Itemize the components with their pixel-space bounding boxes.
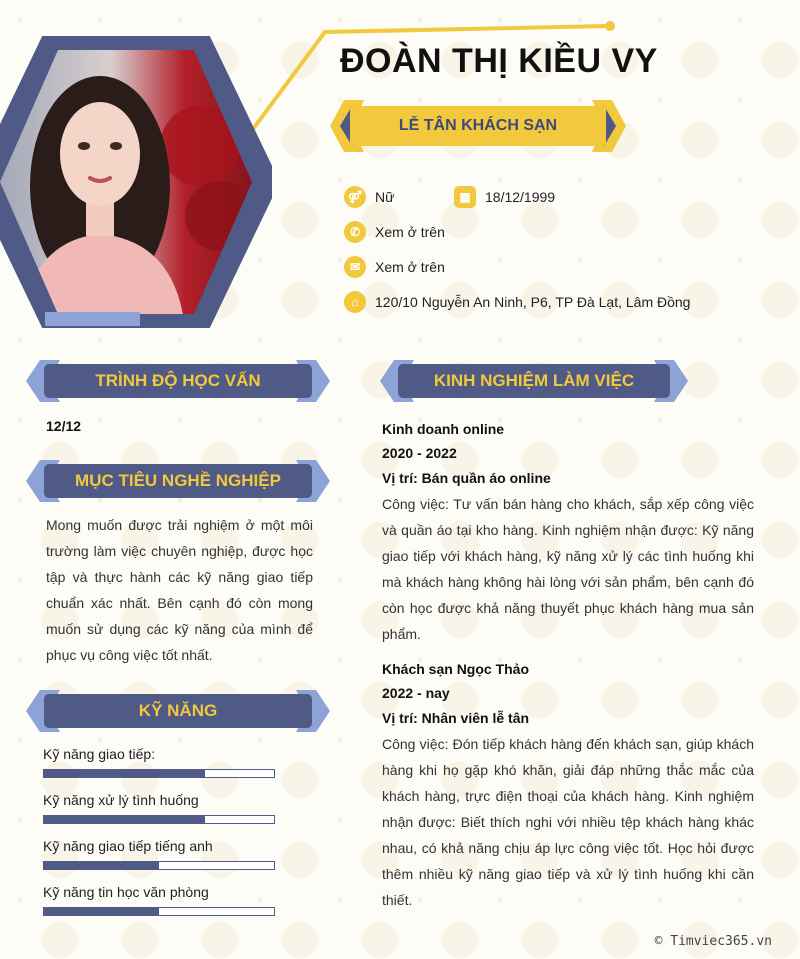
skill-label: Kỹ năng tin học văn phòng [43,884,209,900]
phone-value: Xem ở trên [375,224,445,240]
objective-heading-text: MỤC TIÊU NGHỀ NGHIỆP [75,471,281,490]
job-title: LỄ TÂN KHÁCH SẠN [398,117,558,134]
job-company: Kinh doanh online [382,421,505,437]
skill-bar-fill [44,908,159,915]
phone-icon: ✆ [344,221,366,243]
job-title-ribbon [328,98,628,154]
home-icon: ⌂ [344,291,366,313]
job-company: Khách sạn Ngọc Thảo [382,661,530,677]
objective-heading [26,460,330,502]
experience-heading [380,360,688,402]
job-description: Công việc: Tư vấn bán hàng cho khách, sắp xếp công việc và quần áo tại kho hàng. Kinh nghiệm nhận được: Kỹ năng giao tiếp với khách hàng, kỹ năng xử lý các tình huống khi mà khách hàng không hài lòng với sản phẩm, bên cạnh đó còn học được khả năng thuyết phục khách hàng mua sản phẩm. [382,496,754,642]
address-row [344,291,690,313]
job-period: 2022 - nay [382,685,450,701]
skill-bar-fill [44,770,205,777]
job-period: 2020 - 2022 [382,445,457,461]
skill-bar [43,769,275,778]
candidate-name: ĐOÀN THỊ KIỀU VY [340,42,658,80]
education-heading-text: TRÌNH ĐỘ HỌC VẤN [95,371,261,390]
birthday-row [454,186,555,208]
calendar-icon: ▦ [454,186,476,208]
phone-row [344,221,445,243]
footer-credit: © Timviec365.vn [654,934,772,949]
skills-heading [26,690,330,732]
email-row [344,256,445,278]
experience-heading-text: KINH NGHIỆM LÀM VIỆC [433,371,635,390]
gender-value: Nữ [375,189,395,205]
gender-row [344,186,394,208]
skill-bar [43,815,275,824]
job-role: Vị trí: Nhân viên lễ tân [382,710,530,726]
skill-label: Kỹ năng giao tiếp tiếng anh [43,838,213,854]
education-value: 12/12 [46,418,82,434]
birthday-value: 18/12/1999 [485,189,556,205]
skill-label: Kỹ năng xử lý tình huống [43,792,199,808]
skill-bar-fill [44,816,205,823]
skill-bar [43,861,275,870]
avatar [0,36,272,328]
skill-bar [43,907,275,916]
gender-icon: ⚤ [344,186,366,208]
email-icon: ✉ [344,256,366,278]
email-value: Xem ở trên [375,259,445,275]
education-heading [26,360,330,402]
job-role: Vị trí: Bán quần áo online [382,470,551,486]
skill-label: Kỹ năng giao tiếp: [43,746,156,762]
address-value: 120/10 Nguyễn An Ninh, P6, TP Đà Lạt, Lâm Đồng [375,294,691,310]
skills-heading-text: KỸ NĂNG [138,701,218,720]
objective-text: Mong muốn được trải nghiệm ở một môi trường làm việc chuyên nghiệp, được học tập và thực hành các kỹ năng giao tiếp chuẩn xác nhất. Bên cạnh đó còn mong muốn sử dụng các kỹ năng của mình để phục vụ công việc tốt nhất. [46,517,313,663]
skill-bar-fill [44,862,159,869]
job-description: Công việc: Đón tiếp khách hàng đến khách sạn, giúp khách hàng khi họ gặp khó khăn, giải đáp những thắc mắc của khách hàng, trực điện thoại của khách hàng. Kinh nghiệm nhận được: Biết thích nghi với nhiều tệp khách hàng khác nhau, có khả năng chịu áp lực công việc tốt. Học hỏi được thêm nhiều kỹ năng giao tiếp và xử lý tình huống khi cần thiết. [382,736,754,908]
